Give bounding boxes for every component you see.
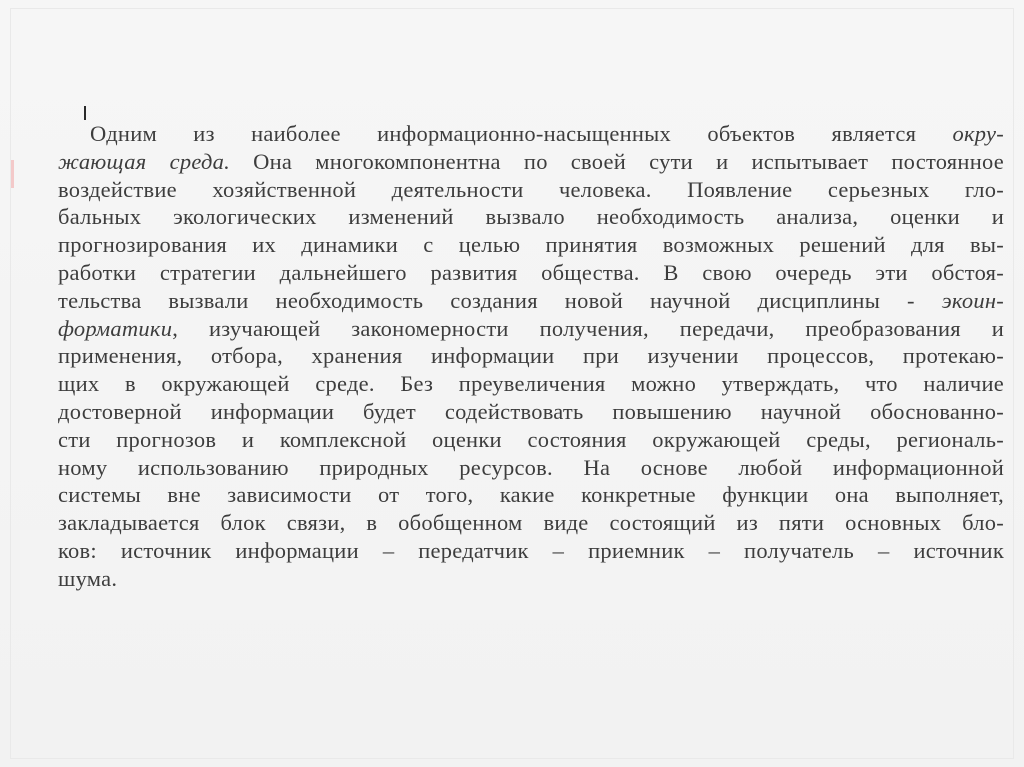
- text-line: [58, 537, 1004, 565]
- text-line: [58, 148, 1004, 176]
- text-line: [58, 565, 1004, 593]
- text-segment: закладывается блок связи, в обобщенном виде состоящий из пяти основных бло-: [58, 510, 1004, 536]
- text-line: [58, 454, 1004, 482]
- text-line: [58, 398, 1004, 426]
- text-segment: щих в окружающей среде. Без преувеличения можно утверждать, что наличие: [58, 371, 1004, 397]
- text-segment: , изучающей закономерности получения, передачи, преобразования и: [172, 315, 1004, 341]
- text-segment: достоверной информации будет содействовать повышению научной обоснованно-: [58, 398, 1004, 424]
- text-segment: сти прогнозов и комплексной оценки состояния окружающей среды, региональ-: [58, 426, 1004, 452]
- text-line: [58, 315, 1004, 343]
- text-segment: тельства вызвали необходимость создания новой научной дисциплины -: [58, 287, 942, 313]
- text-line: [58, 176, 1004, 204]
- text-cursor-mark: [84, 106, 86, 120]
- text-segment: ному использованию природных ресурсов. На основе любой информационной: [58, 454, 1004, 480]
- edge-mark: [11, 160, 14, 188]
- text-segment: применения, отбора, хранения информации при изучении процессов, протекаю-: [58, 343, 1004, 369]
- text-line: [58, 287, 1004, 315]
- text-line: [58, 370, 1004, 398]
- text-segment: прогнозирования их динамики с целью принятия возможных решений для вы-: [58, 232, 1004, 258]
- text-line: [58, 120, 1004, 148]
- text-line: [58, 426, 1004, 454]
- text-segment: шума.: [58, 565, 118, 591]
- text-line: [58, 342, 1004, 370]
- text-line: [58, 203, 1004, 231]
- text-line: [58, 481, 1004, 509]
- text-line: [58, 231, 1004, 259]
- text-segment: бальных экологических изменений вызвало необходимость анализа, оценки и: [58, 204, 1004, 230]
- text-segment: работки стратегии дальнейшего развития общества. В свою очередь эти обстоя-: [58, 259, 1004, 285]
- text-segment: Она многокомпонентна по своей сути и испытывает постоянное: [230, 148, 1004, 174]
- text-line: [58, 259, 1004, 287]
- italic-term: жающая среда.: [58, 148, 231, 174]
- text-segment: ков: источник информации – передатчик – приемник – получатель – источник: [58, 537, 1004, 563]
- italic-term: окру-: [952, 121, 1004, 146]
- italic-term: экоин-: [941, 287, 1004, 313]
- text-segment: системы вне зависимости от того, какие конкретные функции она выполняет,: [58, 482, 1004, 508]
- text-segment: воздействие хозяйственной деятельности человека. Появление серьезных гло-: [58, 176, 1004, 202]
- italic-term: форматики: [58, 315, 173, 341]
- document-paragraph: [58, 120, 1004, 593]
- text-segment: Одним из наиболее информационно-насыщенных объектов является: [90, 121, 953, 146]
- text-line: [58, 509, 1004, 537]
